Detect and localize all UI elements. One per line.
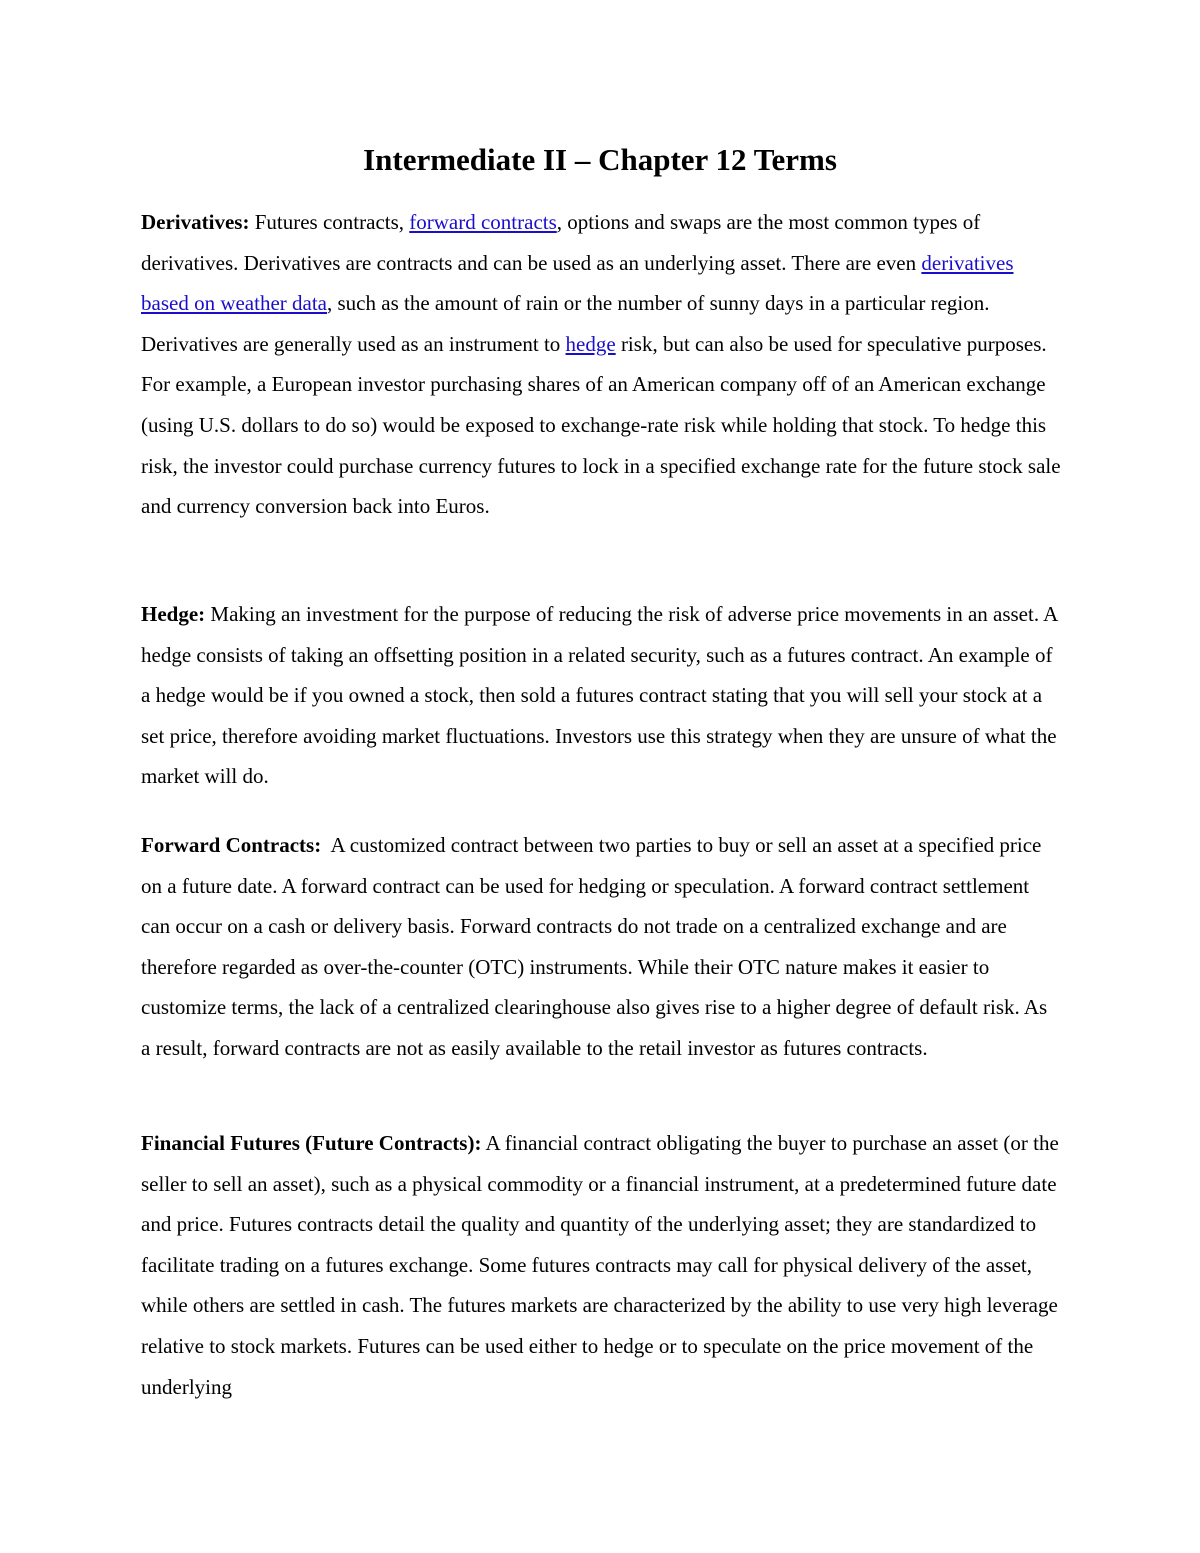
term-financial-futures: Financial Futures (Future Contracts): — [141, 1131, 482, 1155]
derivatives-text-2: , options and swaps are the most common types of derivatives. Derivatives are contracts and can be used as an underlying asset. There are even — [141, 210, 981, 275]
term-derivatives: Derivatives: — [141, 210, 250, 234]
term-forward-contracts: Forward Contracts: — [141, 833, 322, 857]
forward-contracts-paragraph — [141, 825, 1061, 1069]
financial-futures-text: A financial contract obligating the buyer to purchase an asset (or the seller to sell an asset), such as a physical commodity or a financial instrument, at a predetermined future date and price. Futures contracts detail the quality and quantity of the underlying asset; they are standardized to facilitate trading on a futures exchange. Some futures contracts may call for physical delivery of the asset, while others are settled in cash. The futures markets are characterized by the ability to use very high leverage relative to stock markets. Futures can be used either to hedge or to speculate on the price movement of the underlying — [141, 1131, 1059, 1399]
financial-futures-paragraph — [141, 1123, 1061, 1407]
page-title: Intermediate II – Chapter 12 Terms — [363, 142, 837, 177]
derivatives-text-4: risk, but can also be used for speculative purposes. For example, a European investor purchasing shares of an American company off of an American exchange (using U.S. dollars to do so) would be exposed to exchange-rate risk while holding that stock. To hedge this risk, the investor could purchase currency futures to lock in a specified exchange rate for the future stock sale and currency conversion back into Euros. — [141, 331, 1061, 519]
derivatives-text-3: , such as the amount of rain or the number of sunny days in a particular region. Derivatives are generally used as an instrument to — [141, 291, 990, 356]
hedge-paragraph — [141, 594, 1061, 797]
forward-contracts-text: A customized contract between two parties to buy or sell an asset at a specified price on a future date. A forward contract can be used for hedging or speculation. A forward contract settlement can occur on a cash or delivery basis. Forward contracts do not trade on a centralized exchange and are therefore regarded as over-the-counter (OTC) instruments. While their OTC nature makes it easier to customize terms, the lack of a centralized clearinghouse also gives rise to a higher degree of default risk. As a result, forward contracts are not as easily available to the retail investor as futures contracts. — [141, 833, 1053, 1060]
derivatives-text-1: Futures contracts, — [249, 210, 410, 234]
hedge-link[interactable]: hedge — [565, 331, 616, 356]
derivatives-paragraph — [141, 202, 1061, 527]
hedge-text: Making an investment for the purpose of reducing the risk of adverse price movements in an asset. A hedge consists of taking an offsetting position in a related security, such as a futures contract. An example of a hedge would be if you owned a stock, then sold a futures contract stating that you will sell your stock at a set price, therefore avoiding market fluctuations. Investors use this strategy when they are unsure of what the market will do. — [141, 602, 1058, 789]
weather-derivatives-link[interactable]: derivatives based on weather data — [141, 250, 1014, 316]
term-hedge: Hedge: — [141, 602, 206, 626]
forward-contracts-link[interactable]: forward contracts — [409, 210, 557, 234]
